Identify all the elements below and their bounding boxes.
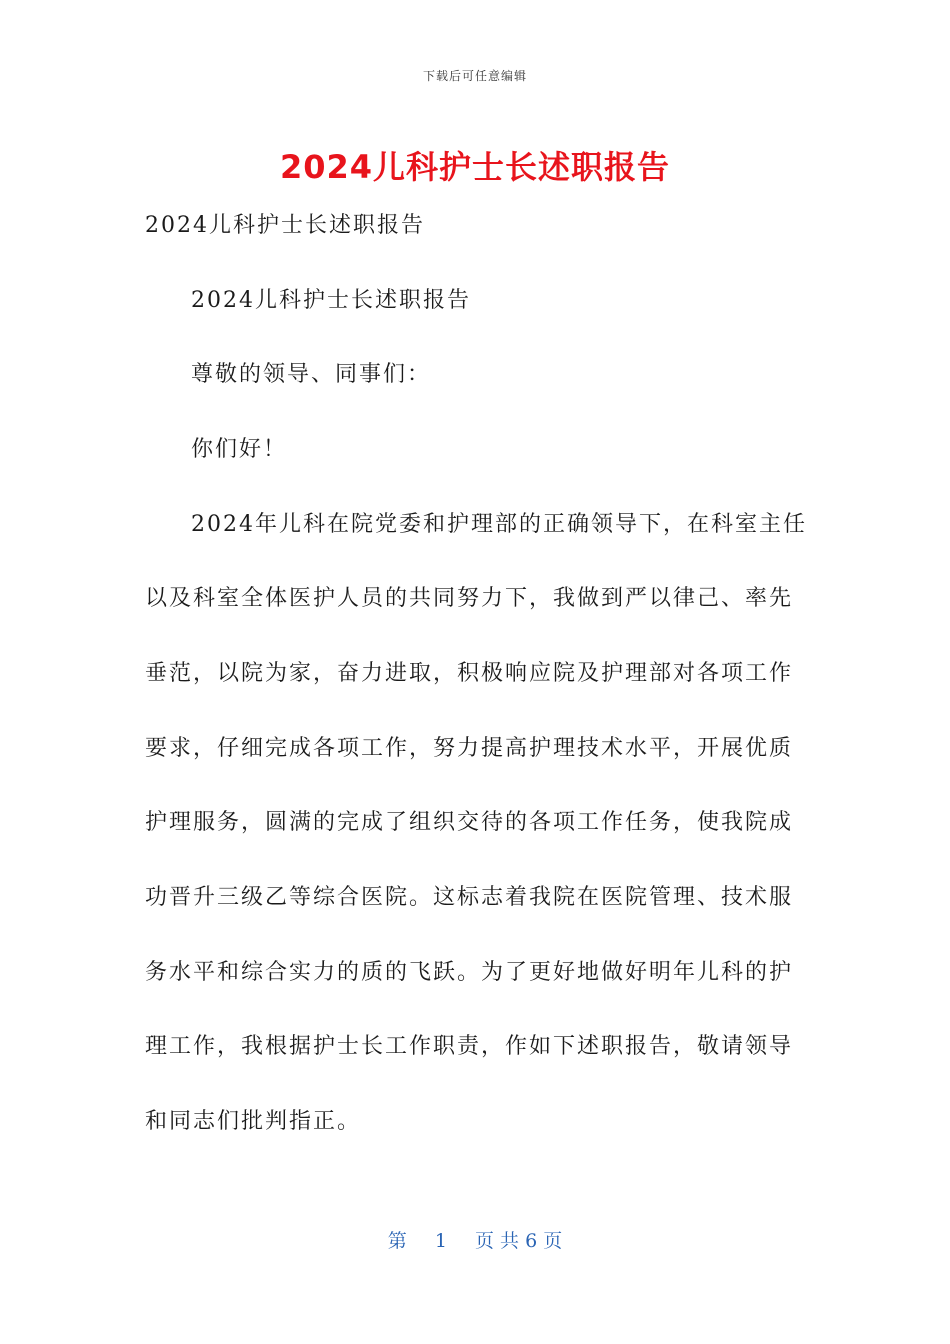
paragraph-line: 和同志们批判指正。 (145, 1109, 362, 1134)
greeting: 你们好！ (191, 437, 288, 462)
subtitle-line: 2024儿科护士长述职报告 (145, 213, 425, 238)
paragraph-line: 务水平和综合实力的质的飞跃。为了更好地做好明年儿科的护 (145, 960, 794, 985)
paragraph-line: 以及科室全体医护人员的共同努力下，我做到严以律己、率先 (145, 586, 794, 611)
header-note: 下载后可任意编辑 (422, 69, 527, 83)
paragraph-line: 理工作，我根据护士长工作职责，作如下述职报告，敬请领导 (145, 1034, 794, 1059)
paragraph-line: 要求，仔细完成各项工作，努力提高护理技术水平，开展优质 (145, 736, 794, 761)
paragraph-line: 功晋升三级乙等综合医院。这标志着我院在医院管理、技术服 (145, 885, 794, 910)
footer-suffix: 页 (543, 1230, 563, 1252)
footer-total-pages: 6 (525, 1230, 538, 1252)
indented-title: 2024儿科护士长述职报告 (191, 288, 471, 313)
document-title: 2024儿科护士长述职报告 (279, 148, 671, 186)
paragraph-line: 护理服务，圆满的完成了组织交待的各项工作任务，使我院成 (145, 810, 794, 835)
footer-page-number: 1 (434, 1230, 447, 1252)
footer-prefix: 第 (387, 1230, 407, 1252)
salutation: 尊敬的领导、同事们： (191, 362, 432, 387)
paragraph-line: 2024年儿科在院党委和护理部的正确领导下，在科室主任 (191, 512, 807, 537)
footer-middle: 页 共 (475, 1230, 520, 1252)
page-footer (0, 1226, 950, 1253)
paragraph-line: 垂范，以院为家，奋力进取，积极响应院及护理部对各项工作 (145, 661, 794, 686)
